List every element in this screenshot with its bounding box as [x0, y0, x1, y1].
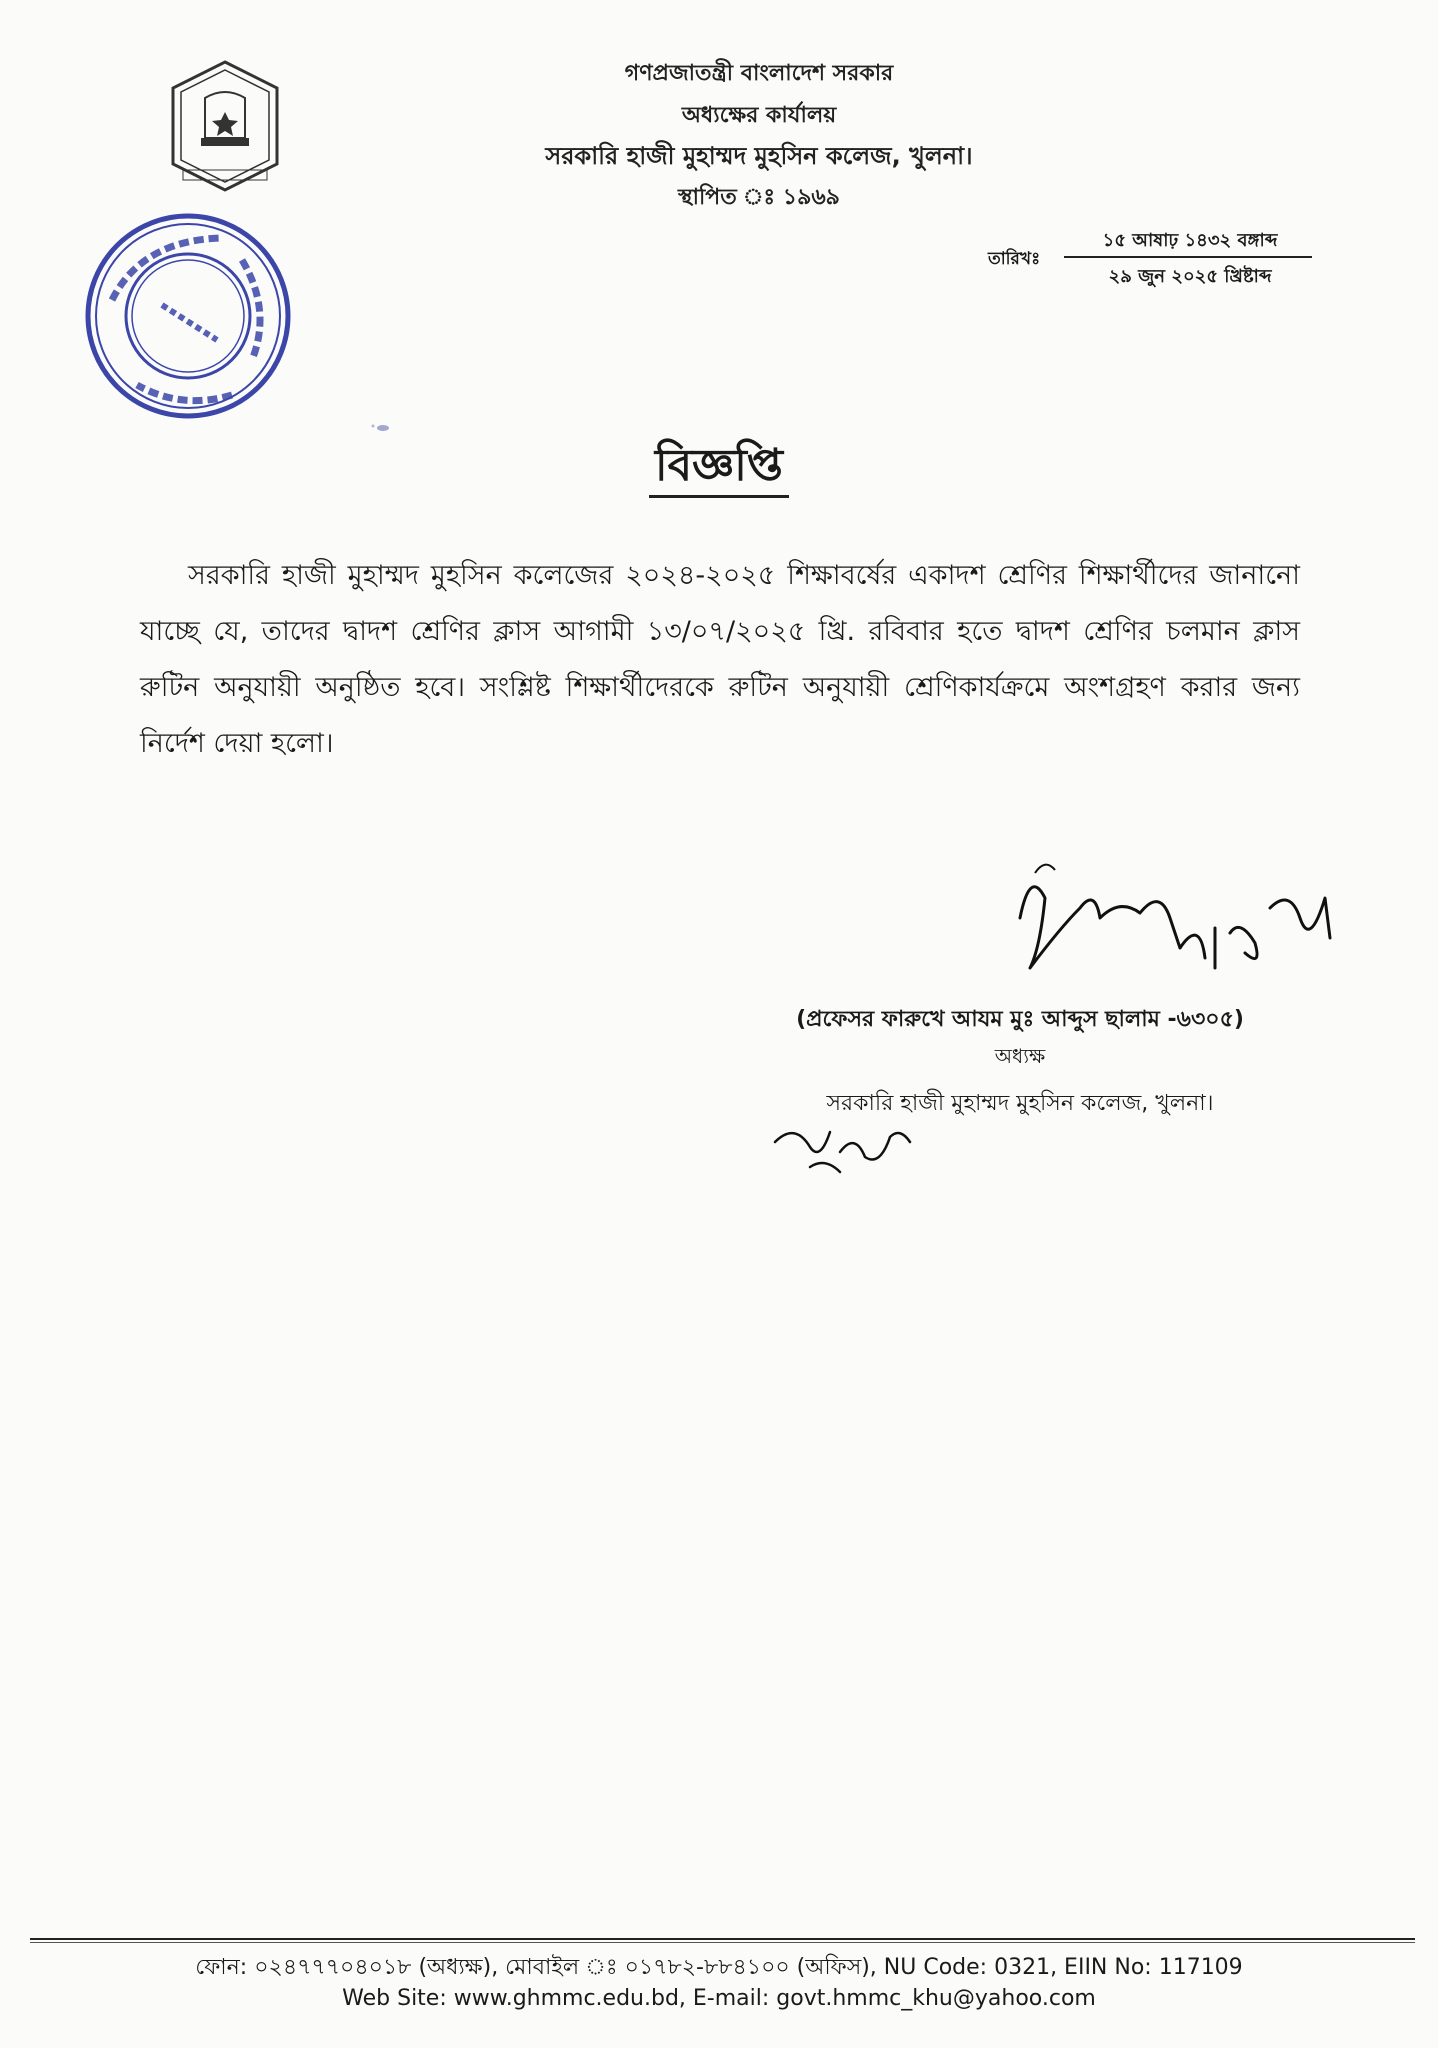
footer-divider-thin — [30, 1942, 1415, 1943]
signatory-name: (প্রফেসর ফারুখে আযম মুঃ আব্দুস ছালাম -৬৩০৫) — [796, 1007, 1244, 1032]
signatory-title: অধ্যক্ষ — [994, 1044, 1046, 1068]
college-name-heading: সরকারি হাজী মুহাম্মদ মুহসিন কলেজ, খুলনা। — [545, 142, 973, 170]
official-seal-stamp — [82, 210, 294, 422]
date-bangla: ১৫ আষাঢ় ১৪৩২ বঙ্গাব্দ — [1102, 230, 1278, 251]
government-heading: গণপ্রজাতন্ত্রী বাংলাদেশ সরকার — [624, 61, 894, 86]
date-divider — [1064, 256, 1312, 258]
notice-title-container — [0, 432, 1438, 505]
office-heading: অধ্যক্ষের কার্যালয় — [681, 103, 837, 128]
notice-title: বিজ্ঞপ্তি — [649, 440, 789, 498]
footer-divider — [30, 1938, 1415, 1940]
footer-web-email: Web Site: www.ghmmc.edu.bd, E-mail: govt.hmmc_khu@yahoo.com — [342, 1986, 1096, 2011]
date-english: ২৯ জুন ২০২৫ খ্রিষ্টাব্দ — [1108, 266, 1272, 287]
signatory-college: সরকারি হাজী মুহাম্মদ মুহসিন কলেজ, খুলনা। — [826, 1091, 1214, 1116]
handwritten-signature — [1000, 858, 1340, 988]
footer-contact-info: ফোন: ০২৪৭৭৭০৪০১৮ (অধ্যক্ষ), মোবাইল ঃ ০১৭৮২-৮৮৪১০০ (অফিস), NU Code: 0321, EIIN No: 117109 — [195, 1955, 1243, 1980]
date-label: তারিখঃ — [988, 249, 1041, 269]
established-year: স্থাপিত ঃ ১৯৬৯ — [678, 185, 840, 210]
handwritten-initials — [770, 1112, 920, 1182]
notice-body: সরকারি হাজী মুহাম্মদ মুহসিন কলেজের ২০২৪-২০২৫ শিক্ষাবর্ষের একাদশ শ্রেণির শিক্ষার্থীদের জানানো যাচ্ছে যে, তাদের দ্বাদশ শ্রেণির ক্লাস আগামী ১৩/০৭/২০২৫ খ্রি. রবিবার হতে দ্বাদশ শ্রেণির চলমান ক্লাস রুটিন অনুযায়ী অনুষ্ঠিত হবে। সংশ্লিষ্ট শিক্ষার্থীদেরকে রুটিন অনুযায়ী শ্রেণিকার্যক্রমে অংশগ্রহণ করার জন্য নির্দেশ দেয়া হলো। — [140, 560, 1300, 759]
